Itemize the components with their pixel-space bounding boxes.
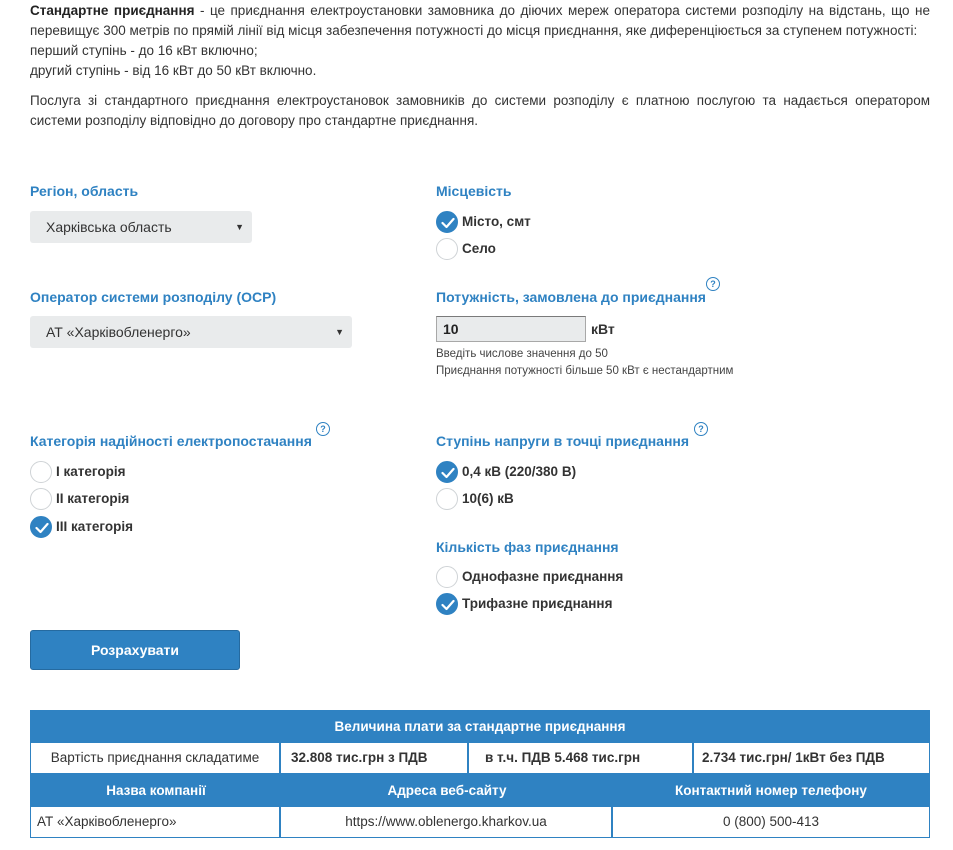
voltage-option-label: 0,4 кВ (220/380 В) [462, 464, 577, 479]
power-label: Потужність, замовлена до приєднання [436, 289, 706, 305]
radio-icon [436, 566, 458, 588]
chevron-down-icon: ▼ [335, 327, 344, 337]
result-table [30, 710, 930, 838]
cost-vat: в т.ч. ПДВ 5.468 тис.грн [469, 743, 692, 773]
service-paragraph: Послуга зі стандартного приєднання електроустановок замовників до системи розподілу є платною послугою та надається оператором системи розподілу відповідно до договору про стандартне приєднання. [30, 93, 930, 128]
check-icon [436, 461, 458, 483]
region-select[interactable] [30, 211, 252, 243]
cost-total: 32.808 тис.грн з ПДВ [281, 743, 467, 773]
company-name: АТ «Харківобленерго» [31, 807, 279, 837]
check-icon [30, 516, 52, 538]
intro-text [30, 1, 930, 131]
column-header-website: Адреса веб-сайту [281, 775, 613, 807]
reliability-option-label: I категорія [56, 464, 126, 479]
term: Стандартне приєднання [30, 3, 195, 18]
column-header-phone: Контактний номер телефону [613, 775, 929, 807]
company-website[interactable]: https://www.oblenergo.kharkov.ua [281, 807, 611, 837]
voltage-option-label: 10(6) кВ [462, 491, 514, 506]
check-icon [436, 593, 458, 615]
reliability-option-label: III категорія [56, 519, 133, 534]
operator-value: АТ «Харківобленерго» [46, 324, 191, 340]
radio-icon [30, 461, 52, 483]
columns-row [31, 775, 929, 807]
power-input[interactable]: 10 [436, 316, 586, 342]
help-icon[interactable]: ? [706, 277, 720, 291]
power-hint-nonstandard: Приєднання потужності більше 50 кВт є нестандартним [436, 365, 734, 377]
calculate-button[interactable]: Розрахувати [30, 630, 240, 670]
stage-2: другий ступінь - від 16 кВт до 50 кВт включно. [30, 63, 317, 78]
cost-row [31, 743, 929, 775]
cost-label: Вартість приєднання складатиме [31, 743, 279, 773]
cost-per-kw: 2.734 тис.грн/ 1кВт без ПДВ [694, 743, 929, 773]
help-icon[interactable]: ? [694, 422, 708, 436]
voltage-label: Ступінь напруги в точці приєднання [436, 433, 690, 449]
phases-option-label: Трифазне приєднання [462, 596, 613, 611]
definition: - це приєднання електроустановки замовника до діючих мереж оператора системи розподілу на відстань, що не перевищує 300 метрів по прямій лінії від місця забезпечення потужності до місця приєднання, яке диференціюється за ступенем потужності: [30, 3, 931, 38]
locality-label: Місцевість [436, 183, 512, 199]
power-unit: кВт [591, 321, 615, 337]
radio-icon [30, 488, 52, 510]
check-icon [436, 211, 458, 233]
help-icon[interactable]: ? [316, 422, 330, 436]
result-title: Величина плати за стандартне приєднання [31, 711, 929, 743]
radio-icon [436, 238, 458, 260]
table-row [31, 807, 929, 837]
power-hint: Введіть числове значення до 50 [436, 348, 608, 360]
phases-label: Кількість фаз приєднання [436, 539, 619, 555]
operator-select[interactable] [30, 316, 352, 348]
chevron-down-icon: ▼ [235, 222, 244, 232]
region-label: Регіон, область [30, 183, 139, 199]
phases-option-label: Однофазне приєднання [462, 569, 624, 584]
reliability-option-label: II категорія [56, 491, 130, 506]
locality-option-label: Село [462, 241, 496, 256]
locality-option-label: Місто, смт [462, 214, 531, 229]
reliability-label: Категорія надійності електропостачання [30, 433, 312, 449]
definition-paragraph [30, 1, 930, 41]
region-value: Харківська область [46, 219, 172, 235]
company-phone: 0 (800) 500-413 [613, 807, 929, 837]
stage-1: перший ступінь - до 16 кВт включно; [30, 43, 258, 58]
radio-icon [436, 488, 458, 510]
operator-label: Оператор системи розподілу (ОСР) [30, 289, 277, 305]
column-header-company: Назва компанії [31, 775, 281, 807]
